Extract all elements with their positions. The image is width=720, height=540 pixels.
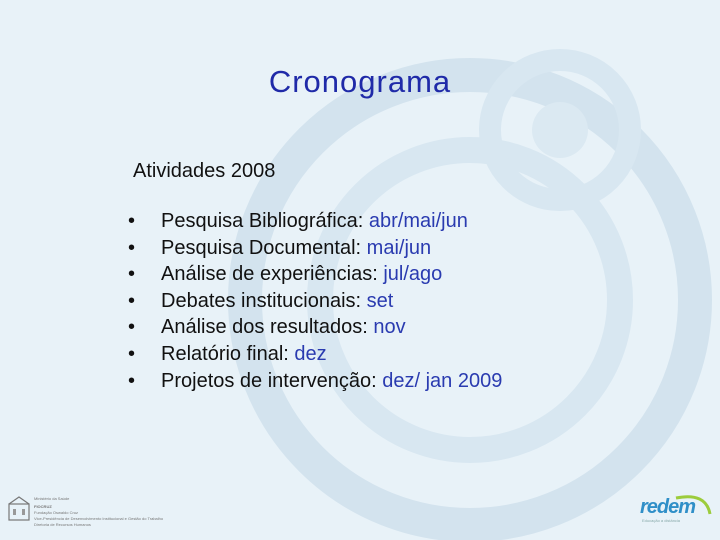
footer-line: Diretoria de Recursos Humanos [34, 522, 91, 527]
bullet: • [128, 369, 136, 392]
list-item [128, 235, 502, 262]
slide-subtitle: Atividades 2008 [133, 160, 276, 182]
list-item [128, 314, 502, 341]
list-item [128, 288, 502, 315]
activity-date: dez [294, 342, 327, 365]
activity-date: dez/ jan 2009 [382, 369, 503, 392]
footer-line: Ministério da Saúde [34, 496, 70, 501]
footer-line: FIOCRUZ [34, 504, 52, 509]
activity-label: Pesquisa Bibliográfica: [161, 210, 364, 232]
activity-date: nov [373, 316, 406, 339]
activity-date: jul/ago [383, 263, 443, 286]
list-item [128, 261, 502, 288]
institution-building-icon [8, 496, 30, 522]
activity-date: set [366, 289, 394, 312]
bullet: • [128, 263, 136, 286]
footer-line: Fundação Oswaldo Cruz [34, 510, 79, 515]
activity-label: Projetos de intervenção: [161, 369, 377, 392]
list-item [128, 368, 502, 395]
bullet: • [128, 210, 136, 232]
bullet: • [128, 342, 136, 365]
activity-list [128, 208, 502, 394]
activity-label: Relatório final: [161, 342, 289, 365]
ministry-logo [8, 492, 164, 532]
list-item [128, 208, 502, 235]
redem-logo [636, 494, 712, 526]
activity-label: Análise dos resultados: [161, 316, 368, 339]
activity-label: Análise de experiências: [161, 263, 378, 286]
bullet: • [128, 289, 136, 312]
activity-label: Pesquisa Documental: [161, 236, 362, 259]
activity-date: abr/mai/jun [368, 210, 468, 232]
logo-subtext: Educação a distância [642, 518, 681, 523]
list-item [128, 341, 502, 368]
logo-text: redem [640, 496, 696, 518]
footer-line: Vice-Presidência de Desenvolvimento Institucional e Gestão do Trabalho [34, 516, 164, 521]
slide-title: Cronograma [268, 64, 452, 99]
activity-date: mai/jun [366, 236, 432, 259]
bullet: • [128, 236, 136, 259]
bullet: • [128, 316, 136, 339]
activity-label: Debates institucionais: [161, 289, 362, 312]
